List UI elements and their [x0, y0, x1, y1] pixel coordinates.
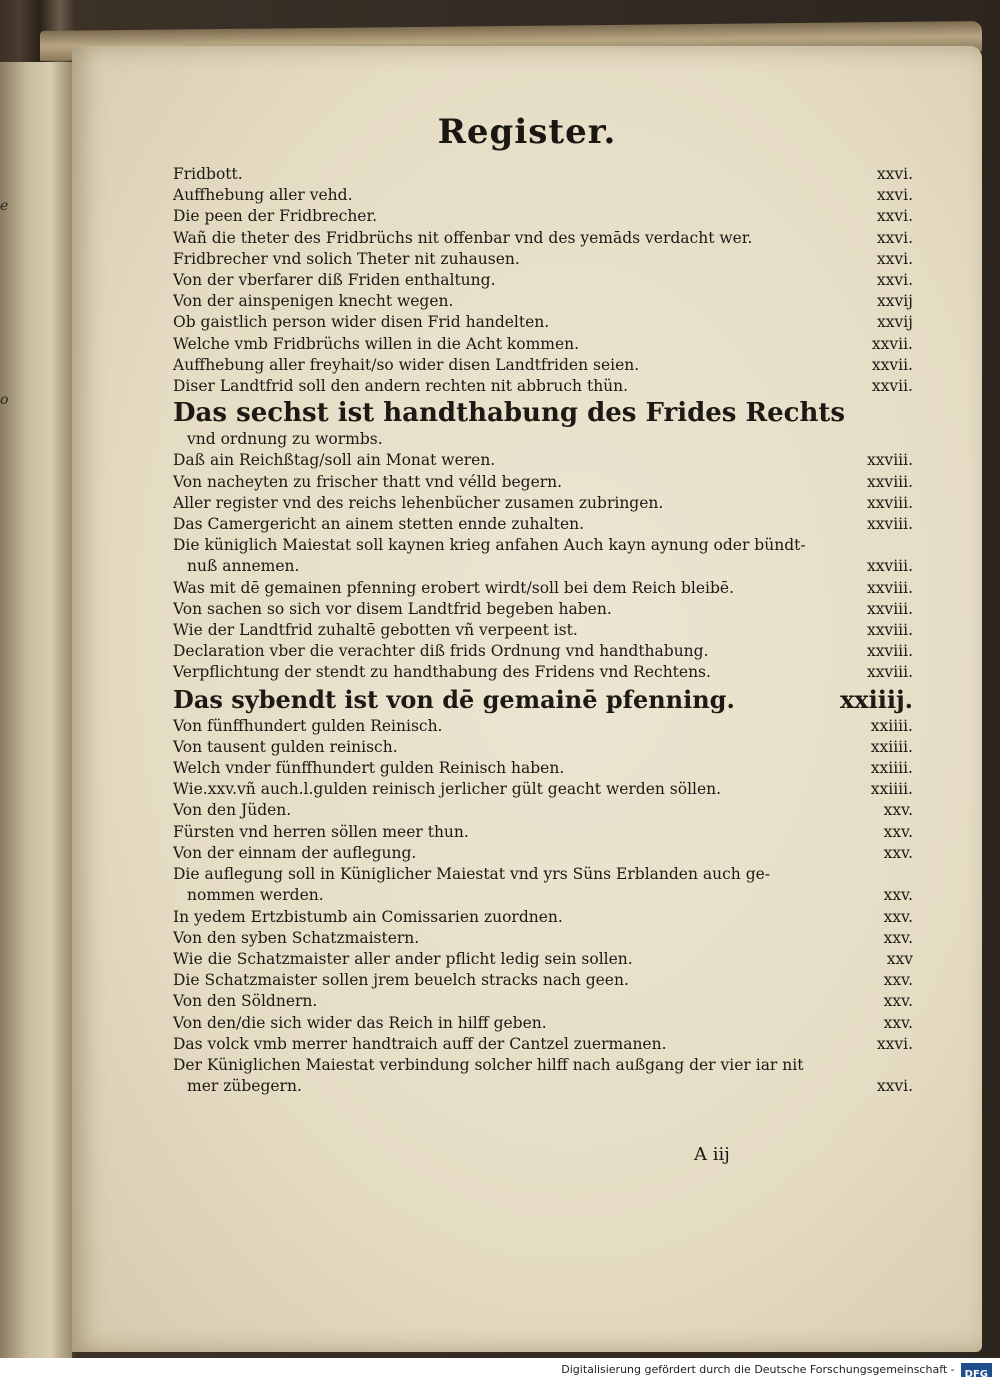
entry-folio: xxv.	[883, 801, 913, 820]
register-entry	[173, 334, 913, 355]
register-entry	[173, 662, 913, 683]
entry-text: Von der einnam der auflegung.	[173, 843, 417, 862]
entry-text: Aller register vnd des reichs lehenbücher zusamen zubringen.	[173, 493, 664, 512]
entry-folio: xxiiii.	[870, 716, 913, 735]
entry-folio: xxvi.	[876, 165, 913, 183]
entry-text: Von der vberfarer diß Friden enthaltung.	[173, 271, 496, 290]
entry-folio: xxv.	[883, 1013, 913, 1032]
dfg-logo: DFG	[961, 1363, 992, 1377]
entry-text: Fürsten vnd herren söllen meer thun.	[173, 822, 469, 841]
entry-text: Welch vnder fünffhundert gulden Reinisch haben.	[173, 759, 565, 778]
entry-text: Wie die Schatzmaister aller ander pflicht ledig sein sollen.	[173, 949, 633, 968]
register-entry	[173, 800, 913, 821]
entry-text: Von fünffhundert gulden Reinisch.	[173, 716, 443, 735]
entry-folio: xxvij	[876, 313, 913, 332]
footer-credit	[0, 1358, 1000, 1382]
entry-folio: xxvi.	[876, 1077, 913, 1096]
entry-folio: xxv.	[883, 843, 913, 862]
entry-text: Auffhebung aller vehd.	[173, 186, 353, 205]
register-entry	[173, 907, 913, 928]
page-heading: Register.	[437, 112, 617, 152]
register-entry	[173, 843, 913, 864]
register-entry-continuation	[173, 1076, 913, 1097]
register-entry	[173, 450, 913, 471]
book-page	[72, 46, 982, 1352]
entry-folio: xxviii.	[866, 557, 913, 576]
entry-text: Von den/die sich wider das Reich in hilff geben.	[173, 1013, 547, 1032]
entry-text: Von den syben Schatzmaistern.	[173, 928, 420, 947]
section-heading-6	[173, 397, 913, 429]
entry-folio: xxvi.	[876, 228, 913, 247]
entry-folio: xxvij	[876, 292, 913, 311]
entry-text: Die küniglich Maiestat soll kaynen krieg anfahen Auch kayn aynung oder bündt-	[173, 536, 806, 555]
entry-folio: xxviii.	[866, 642, 913, 661]
entry-text: Fridbrecher vnd solich Theter nit zuhausen.	[173, 249, 520, 268]
entry-folio: xxviii.	[866, 663, 913, 682]
register-entry	[173, 737, 913, 758]
entry-folio: xxv.	[883, 992, 913, 1011]
register-entry	[173, 185, 913, 206]
section-heading-7	[173, 684, 913, 716]
entry-text: Welche vmb Fridbrüchs willen in die Acht kommen.	[173, 334, 580, 353]
entry-text: Das volck vmb merrer handtraich auff der Cantzel zuermanen.	[173, 1034, 667, 1053]
entry-folio: xxv.	[883, 886, 913, 905]
register-entry	[173, 472, 913, 493]
entry-text: Declaration vber die verachter diß frids Ordnung vnd handthabung.	[173, 642, 709, 661]
register-entry	[173, 970, 913, 991]
left-facing-page	[0, 62, 74, 1358]
section-title: Das sybendt ist von dē gemainē pfenning.	[173, 684, 735, 714]
register-entry	[173, 991, 913, 1012]
entry-text: Von tausent gulden reinisch.	[173, 737, 398, 756]
register-entry	[173, 620, 913, 641]
register-entry	[173, 1055, 913, 1076]
register-entry	[173, 312, 913, 333]
register-entry	[173, 779, 913, 800]
entry-folio: xxviii.	[866, 599, 913, 618]
entry-text: Ob gaistlich person wider disen Frid handelten.	[173, 313, 550, 332]
entry-text: Das Camergericht an ainem stetten ennde zuhalten.	[173, 515, 585, 534]
entry-folio: xxv	[886, 949, 913, 968]
entry-text: Fridbott.	[173, 165, 243, 183]
register-entry	[173, 928, 913, 949]
entry-folio: xxv.	[883, 822, 913, 841]
register-entry	[173, 1013, 913, 1034]
entry-text: Wie.xxv.vñ auch.l.gulden reinisch jerlicher gült geacht werden söllen.	[173, 780, 722, 799]
register-entry	[173, 206, 913, 227]
entry-text: Der Küniglichen Maiestat verbindung solcher hilff nach außgang der vier iar nit	[173, 1055, 804, 1074]
register-entry-continuation	[173, 556, 913, 577]
entry-folio: xxviii.	[866, 493, 913, 512]
entry-text: Was mit dē gemainen pfenning erobert wirdt/soll bei dem Reich bleibē.	[173, 578, 735, 597]
entry-folio: xxviii.	[866, 621, 913, 640]
section-heading-continuation	[173, 429, 913, 450]
entry-text-continuation: mer zübegern.	[187, 1077, 302, 1096]
entry-text-continuation: nommen werden.	[187, 886, 324, 905]
signature-mark: A iij	[694, 1144, 730, 1165]
entry-folio: xxvi.	[876, 271, 913, 290]
register-entry	[173, 164, 913, 185]
entry-folio: xxviii.	[866, 472, 913, 491]
entry-text: Wie der Landtfrid zuhaltē gebotten vñ verpeent ist.	[173, 621, 578, 640]
entry-folio: xxvi.	[876, 186, 913, 205]
entry-folio: xxvi.	[876, 249, 913, 268]
register-entry	[173, 716, 913, 737]
entry-text: Von den Söldnern.	[173, 992, 318, 1011]
entry-text: Von der ainspenigen knecht wegen.	[173, 292, 454, 311]
register-entry-continuation	[173, 885, 913, 906]
entry-folio: xxvii.	[871, 377, 913, 396]
entry-folio: xxviii.	[866, 578, 913, 597]
entry-folio: xxv.	[883, 971, 913, 990]
margin-mark: o	[0, 392, 9, 408]
entry-folio: xxvii.	[871, 355, 913, 374]
entry-text: Von den Jüden.	[173, 801, 292, 820]
entry-folio: xxviii.	[866, 451, 913, 470]
entry-folio: xxvi.	[876, 1034, 913, 1053]
entry-text: Diser Landtfrid soll den andern rechten nit abbruch thün.	[173, 377, 629, 396]
register-entry	[173, 535, 913, 556]
register-entry	[173, 758, 913, 779]
margin-mark: e	[0, 198, 9, 214]
entry-folio: xxiiii.	[870, 737, 913, 756]
register-entry	[173, 641, 913, 662]
register-list	[173, 164, 913, 1097]
entry-folio: xxv.	[883, 928, 913, 947]
entry-text: Verpflichtung der stendt zu handthabung des Fridens vnd Rechtens.	[173, 663, 711, 682]
section-folio: xxiiij.	[839, 684, 913, 714]
entry-text: Auffhebung aller freyhait/so wider disen Landtfriden seien.	[173, 355, 640, 374]
section-title: Das sechst ist handthabung des Frides Rechts	[173, 398, 846, 429]
entry-folio: xxiiii.	[870, 780, 913, 799]
register-entry	[173, 291, 913, 312]
register-entry	[173, 270, 913, 291]
register-entry	[173, 493, 913, 514]
entry-text: Wañ die theter des Fridbrüchs nit offenbar vnd des yemāds verdacht wer.	[173, 228, 753, 247]
register-entry	[173, 1034, 913, 1055]
register-entry	[173, 949, 913, 970]
entry-folio: xxiiii.	[870, 759, 913, 778]
entry-text-continuation: nuß annemen.	[187, 557, 300, 576]
entry-folio: xxvi.	[876, 207, 913, 226]
entry-text: Die auflegung soll in Küniglicher Maiestat vnd yrs Süns Erblanden auch ge-	[173, 865, 771, 884]
entry-folio: xxv.	[883, 907, 913, 926]
register-entry	[173, 376, 913, 397]
register-entry	[173, 249, 913, 270]
entry-text: Von sachen so sich vor disem Landtfrid begeben haben.	[173, 599, 612, 618]
register-entry	[173, 864, 913, 885]
register-entry	[173, 355, 913, 376]
register-entry	[173, 822, 913, 843]
register-entry	[173, 514, 913, 535]
entry-text: Die Schatzmaister sollen jrem beuelch stracks nach geen.	[173, 971, 629, 990]
entry-text: Daß ain Reichßtag/soll ain Monat weren.	[173, 451, 496, 470]
entry-folio: xxvii.	[871, 334, 913, 353]
section-title-continuation: vnd ordnung zu wormbs.	[187, 430, 383, 449]
entry-folio: xxviii.	[866, 515, 913, 534]
entry-text: In yedem Ertzbistumb ain Comissarien zuordnen.	[173, 907, 563, 926]
footer-text: Digitalisierung gefördert durch die Deutsche Forschungsgemeinschaft -	[561, 1363, 955, 1376]
register-entry	[173, 228, 913, 249]
entry-text: Die peen der Fridbrecher.	[173, 207, 378, 226]
register-entry	[173, 578, 913, 599]
entry-text: Von nacheyten zu frischer thatt vnd vélld begern.	[173, 472, 563, 491]
register-entry	[173, 599, 913, 620]
